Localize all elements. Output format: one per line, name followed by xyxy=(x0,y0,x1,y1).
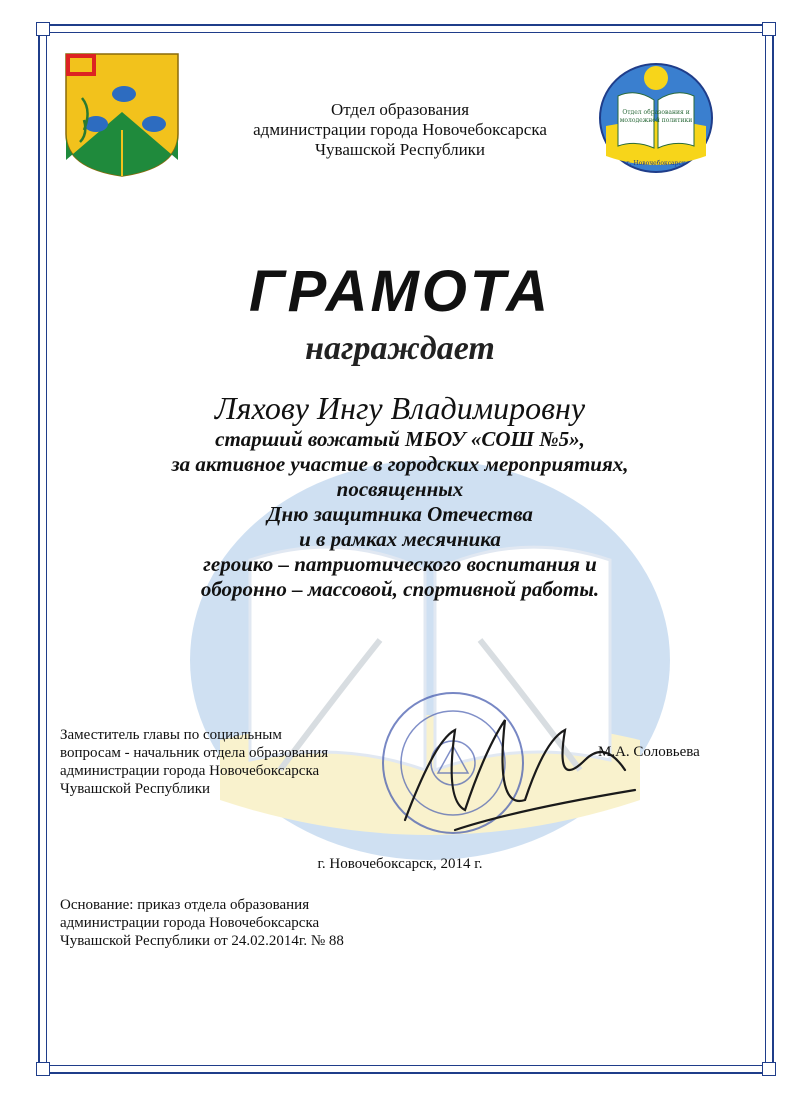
frame-corner xyxy=(36,1062,50,1076)
reason-line: героико – патриотического воспитания и xyxy=(203,552,597,576)
header-line: Отдел образования xyxy=(330,100,470,119)
reason-line: старший вожатый МБОУ «СОШ №5», xyxy=(215,427,585,451)
issuer-header xyxy=(0,100,800,160)
handwritten-signature-icon xyxy=(395,700,645,850)
header-line: Чувашской Республики xyxy=(314,140,486,159)
logo-text-line1: Отдел образования и xyxy=(622,109,690,116)
signatory-name: М.А. Соловьева xyxy=(598,744,700,760)
place-and-year: г. Новочебоксарск, 2014 г. xyxy=(317,856,483,872)
reason-line: посвященных xyxy=(336,477,464,501)
header-line: администрации города Новочебоксарска xyxy=(253,120,547,139)
reason-line: Дню защитника Отечества xyxy=(267,502,533,526)
award-reason xyxy=(0,427,800,602)
recipient-name: Ляхову Ингу Владимировну xyxy=(214,390,586,426)
position-line: вопросам - начальник отдела образования xyxy=(60,745,329,761)
logo-text-line2: молодежной политики xyxy=(619,117,693,124)
frame-corner xyxy=(36,22,50,36)
basis-line: Основание: приказ отдела образования xyxy=(60,897,310,913)
reason-line: за активное участие в городских мероприятиях, xyxy=(171,452,629,476)
basis-line: Чувашской Республики от 24.02.2014г. № 88 xyxy=(60,933,344,949)
position-line: администрации города Новочебоксарска xyxy=(60,763,320,779)
reason-line: оборонно – массовой, спортивной работы. xyxy=(200,577,600,601)
awards-line: награждает xyxy=(305,330,495,367)
basis-line: администрации города Новочебоксарска xyxy=(60,915,320,931)
document-title: ГРАМОТА xyxy=(248,259,552,324)
logo-city: г. Новочебоксарск xyxy=(626,160,686,167)
signatory-position xyxy=(60,726,328,798)
reason-line: и в рамках месячника xyxy=(299,527,501,551)
position-line: Чувашской Республики xyxy=(60,781,211,797)
frame-corner xyxy=(762,22,776,36)
basis-note xyxy=(60,896,344,950)
frame-corner xyxy=(762,1062,776,1076)
position-line: Заместитель главы по социальным xyxy=(60,727,282,743)
